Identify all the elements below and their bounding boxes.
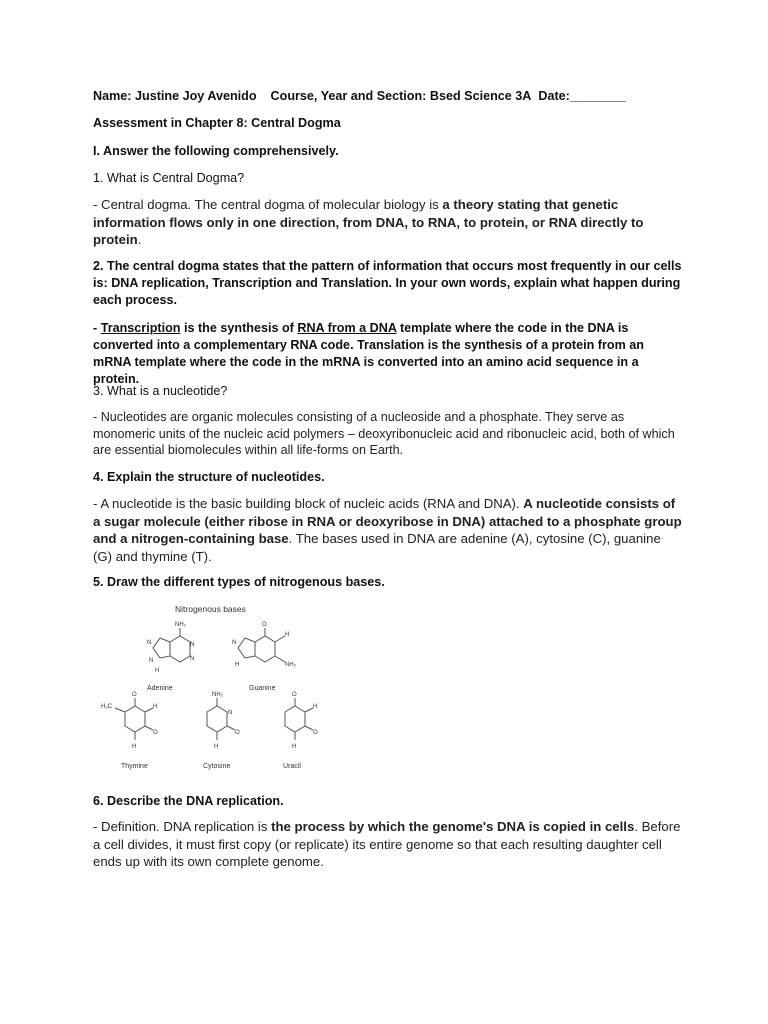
question-3: 3. What is a nucleotide? [93,384,228,398]
question-2: 2. The central dogma states that the pattern of information that occurs most frequently in our cells is: DNA replication, Transcription and Translation. In your own words, explain what happen during each process. [93,259,682,307]
answer-3: - Nucleotides are organic molecules consisting of a nucleoside and a phosphate. They serve as monomeric units of the nucleic acid polymers – deoxyribonucleic acid and ribonucleic acid, both of which are essential biomolecules within all life-forms on Earth. [93,410,675,457]
question-5: 5. Draw the different types of nitrogenous bases. [93,575,385,589]
answer-2-dash: - [93,321,101,335]
uracil-label: Uracil [283,763,301,770]
answer-4-end: . The bases used in DNA are adenine (A), cytosine (C), guanine (G) and thymine (T). [93,531,661,564]
answer-6 [93,818,688,871]
figure-title: Nitrogenous bases [175,604,246,614]
adenine-nh2: NH₂ [175,622,186,628]
answer-2-underlined: RNA from a DNA [297,321,397,335]
uracil-h3: H [313,704,318,710]
header-line [93,88,693,105]
adenine-n9: N [149,658,154,664]
uracil-h1: H [292,744,297,750]
adenine-structure [147,622,194,692]
adenine-label: Adenine [147,685,173,692]
thymine-methyl: H₃C [101,704,113,710]
student-name: Name: Justine Joy Avenido [93,89,257,103]
question-6: 6. Describe the DNA replication. [93,794,284,808]
date-field: Date:________ [538,89,626,103]
uracil-o4: O [292,692,297,698]
answer-1-bold: a theory stating that genetic information flows only in one direction, from DNA, to RNA, to protein, or RNA directly to protein [93,197,644,247]
guanine-structure [232,622,297,692]
question-4: 4. Explain the structure of nucleotides. [93,470,325,484]
adenine-n3: N [190,656,195,662]
question-1: 1. What is Central Dogma? [93,171,245,185]
answer-4-text: - A nucleotide is the basic building block of nucleic acids (RNA and DNA). [93,496,524,511]
cytosine-label: Cytosine [203,763,231,770]
answer-2 [93,320,683,388]
answer-4-bold: A nucleotide consists of a sugar molecule (either ribose in RNA or deoxyribose in DNA) attached to a phosphate group and a nitrogen-containing base [93,496,682,546]
adenine-n7: N [147,640,152,646]
answer-2-term: Transcription [100,321,181,335]
cytosine-n3: N [228,710,233,716]
nitrogenous-bases-figure [95,600,345,780]
assessment-title: Assessment in Chapter 8: Central Dogma [93,116,341,130]
guanine-label: Guanine [249,685,276,692]
uracil-o2: O [313,730,318,736]
answer-2-rest: template where the code in the DNA is converted into a complementary RNA code. Translation is the synthesis of a protein from an mRNA template where the code in the mRNA is converted into an amino acid sequence in a protein. [93,321,644,386]
course-section: Course, Year and Section: Bsed Science 3A [270,89,532,103]
thymine-h3: H [153,704,158,710]
answer-6-bold: the process by which the genome's DNA is copied in cells [271,819,635,834]
adenine-n1: N [190,642,195,648]
uracil-structure [283,692,318,770]
guanine-h1: H [285,632,290,638]
answer-6-text: - Definition. DNA replication is [93,819,272,834]
answer-6-end: . Before a cell divides, it must first copy (or replicate) its entire genome so that each resulting daughter cell ends up with its own complete genome. [93,819,681,869]
cytosine-h: H [214,744,219,750]
thymine-o4: O [132,692,137,698]
guanine-o: O [262,622,267,628]
guanine-h9: H [235,662,240,668]
thymine-o2: O [153,730,158,736]
instruction: I. Answer the following comprehensively. [93,144,339,158]
cytosine-nh2: NH₂ [212,692,223,698]
guanine-n7: N [232,640,237,646]
cytosine-structure [203,692,240,770]
answer-1 [93,196,683,249]
adenine-h: H [155,668,160,674]
thymine-structure [101,692,158,770]
answer-1-text: - Central dogma. The central dogma of molecular biology is [93,197,443,212]
thymine-h1: H [132,744,137,750]
answer-2-mid: is the synthesis of [180,321,298,335]
thymine-label: Thymine [121,763,148,770]
guanine-nh2: NH₂ [285,662,296,668]
cytosine-o: O [235,730,240,736]
answer-4 [93,495,683,565]
answer-1-end: . [137,232,142,247]
